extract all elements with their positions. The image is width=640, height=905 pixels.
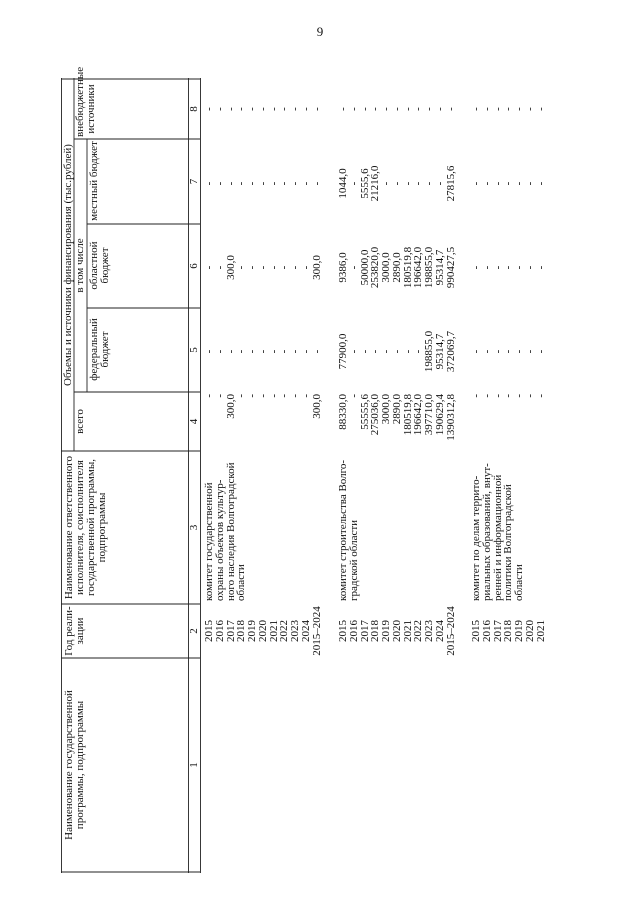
cell-offbudget: -	[470, 107, 482, 111]
cell-offbudget: -	[380, 107, 392, 111]
header-including: в том числе	[74, 238, 86, 293]
executor-line: комитет государственной	[203, 482, 215, 601]
cell-federal: -	[358, 349, 371, 354]
cell-offbudget: -	[401, 107, 414, 111]
cell-year: 2024	[299, 620, 312, 642]
cell-year: 2017	[491, 620, 504, 642]
cell-year: 2021	[401, 620, 414, 642]
executor-line: градской области	[347, 519, 360, 601]
cell-offbudget: -	[513, 107, 525, 111]
header-total: всего	[74, 409, 86, 434]
cell-local: -	[256, 181, 269, 186]
cell-total: 397710,0	[423, 394, 435, 436]
cell-year: 2017	[224, 620, 237, 642]
cell-offbudget: -	[390, 107, 403, 111]
cell-local: -	[347, 181, 360, 186]
cell-federal: 95314,7	[433, 333, 446, 370]
cell-federal: -	[513, 349, 525, 354]
colnum: 8	[188, 106, 200, 112]
page-number: 9	[316, 24, 324, 39]
cell-total: -	[523, 394, 536, 398]
cell-local: -	[380, 181, 392, 186]
cell-local: -	[480, 181, 493, 186]
cell-total: -	[299, 394, 312, 398]
cell-year: 2018	[235, 620, 248, 642]
cell-federal: 198855,0	[423, 330, 435, 373]
cell-total: 3000,0	[380, 394, 392, 425]
cell-federal: -	[369, 349, 382, 354]
cell-regional: 300,0	[310, 255, 323, 280]
cell-total: 300,0	[310, 394, 323, 419]
cell-total: -	[203, 394, 215, 398]
cell-offbudget: -	[289, 107, 301, 111]
colnum: 3	[188, 524, 200, 531]
cell-federal: -	[401, 349, 414, 354]
colnum: 2	[188, 628, 200, 634]
cell-regional: 2890,0	[390, 252, 403, 283]
cell-regional: 198855,0	[423, 246, 435, 289]
header-local: местный бюджет	[88, 141, 100, 221]
cell-year: 2016	[347, 620, 360, 642]
cell-year: 2020	[390, 620, 403, 642]
cell-regional: 196642,0	[412, 246, 425, 289]
cell-regional: 990427,5	[444, 246, 457, 289]
cell-federal: 372069,7	[444, 330, 457, 373]
cell-offbudget: -	[480, 107, 493, 111]
cell-regional: -	[246, 265, 258, 270]
cell-year: 2019	[380, 620, 392, 642]
cell-offbudget: -	[337, 107, 349, 111]
cell-offbudget: -	[347, 107, 360, 111]
cell-federal: 77900,0	[337, 333, 349, 370]
cell-federal: -	[299, 349, 312, 354]
cell-offbudget: -	[502, 107, 515, 111]
cell-offbudget: -	[358, 107, 371, 111]
cell-regional: -	[534, 265, 547, 270]
cell-year: 2023	[289, 620, 301, 642]
cell-federal: -	[534, 349, 547, 354]
cell-year: 2016	[480, 620, 493, 642]
cell-offbudget: -	[256, 107, 269, 111]
cell-local: -	[523, 181, 536, 186]
cell-year: 2021	[534, 620, 547, 642]
cell-local: -	[299, 181, 312, 186]
cell-local: 27815,6	[444, 165, 457, 202]
cell-local: -	[491, 181, 504, 186]
cell-total: -	[289, 394, 301, 398]
colnum: 4	[188, 418, 200, 425]
cell-total: -	[480, 394, 493, 398]
rotated-table	[61, 66, 640, 873]
cell-regional: -	[523, 265, 536, 270]
cell-total: -	[534, 394, 547, 398]
cell-offbudget: -	[299, 107, 312, 111]
cell-total: -	[278, 394, 291, 398]
cell-federal: -	[213, 349, 226, 354]
cell-federal: -	[412, 349, 425, 354]
cell-regional: -	[480, 265, 493, 270]
cell-regional: 50000,0	[358, 249, 371, 286]
cell-year: 2016	[213, 620, 226, 642]
cell-offbudget: -	[267, 107, 280, 111]
cell-offbudget: -	[246, 107, 258, 111]
cell-regional: -	[347, 265, 360, 270]
header-offbudget: внебюджетные источники	[74, 66, 97, 137]
cell-year: 2015	[470, 620, 482, 642]
cell-offbudget: -	[534, 107, 547, 111]
cell-total: -	[267, 394, 280, 398]
cell-offbudget: -	[203, 107, 215, 111]
colnum: 5	[188, 347, 200, 353]
cell-total: 180519,8	[401, 394, 414, 436]
cell-year: 2020	[523, 620, 536, 642]
cell-federal: -	[502, 349, 515, 354]
header-federal: федеральный бюджет	[88, 318, 111, 381]
cell-total: -	[470, 394, 482, 398]
cell-federal: -	[246, 349, 258, 354]
cell-local: -	[390, 181, 403, 186]
cell-year: 2015–2024	[444, 606, 457, 656]
cell-regional: -	[203, 265, 215, 270]
cell-regional: 180519,8	[401, 246, 414, 289]
cell-local: -	[401, 181, 414, 186]
cell-year: 2015	[203, 620, 215, 642]
cell-offbudget: -	[412, 107, 425, 111]
cell-local: -	[470, 181, 482, 186]
cell-federal: -	[347, 349, 360, 354]
cell-regional: -	[289, 265, 301, 270]
cell-total: 275036,0	[369, 394, 382, 436]
colnum: 6	[188, 263, 200, 269]
cell-total: -	[513, 394, 525, 398]
cell-local: -	[412, 181, 425, 186]
cell-offbudget: -	[433, 107, 446, 111]
cell-local: -	[289, 181, 301, 186]
cell-regional: -	[235, 265, 248, 270]
cell-year: 2023	[423, 620, 435, 642]
cell-year: 2017	[358, 620, 371, 642]
cell-total: -	[246, 394, 258, 398]
executor-line: области	[513, 564, 525, 601]
cell-year: 2022	[412, 620, 425, 642]
cell-year: 2019	[513, 620, 525, 642]
cell-local: -	[310, 181, 323, 186]
header-executor: Наименование ответственного исполнителя, соисполнителя государственной программы, подпрограммы	[63, 455, 108, 600]
cell-year: 2021	[267, 620, 280, 642]
cell-year: 2024	[433, 620, 446, 642]
cell-regional: 253820,0	[369, 246, 382, 289]
cell-offbudget: -	[213, 107, 226, 111]
executor-line: риальных образований, внут-	[480, 463, 493, 601]
cell-local: -	[502, 181, 515, 186]
cell-regional: -	[470, 265, 482, 270]
cell-year: 2019	[246, 620, 258, 642]
cell-local: -	[534, 181, 547, 186]
cell-year: 2022	[278, 620, 291, 642]
executor-line: комитет строительства Волго-	[337, 459, 349, 601]
cell-regional: -	[491, 265, 504, 270]
cell-total: 2890,0	[390, 394, 403, 425]
cell-year: 2020	[256, 620, 269, 642]
cell-regional: -	[267, 265, 280, 270]
header-year: Год реали-зации	[63, 606, 86, 656]
cell-federal: -	[491, 349, 504, 354]
cell-local: -	[278, 181, 291, 186]
cell-federal: -	[390, 349, 403, 354]
cell-regional: -	[513, 265, 525, 270]
cell-local: -	[513, 181, 525, 186]
cell-offbudget: -	[491, 107, 504, 111]
cell-offbudget: -	[235, 107, 248, 111]
executor-line: ного наследия Волгоградской	[224, 462, 237, 601]
cell-federal: -	[289, 349, 301, 354]
cell-regional: -	[299, 265, 312, 270]
executor-line: ренней и информационной	[491, 474, 504, 601]
cell-regional: 3000,0	[380, 252, 392, 283]
cell-regional: 95314,7	[433, 249, 446, 286]
cell-total: -	[347, 394, 360, 398]
cell-local: -	[267, 181, 280, 186]
cell-offbudget: -	[423, 107, 435, 111]
cell-offbudget: -	[523, 107, 536, 111]
cell-regional: 300,0	[224, 255, 237, 280]
colnum: 7	[188, 178, 200, 185]
cell-federal: -	[470, 349, 482, 354]
cell-total: 300,0	[224, 394, 237, 419]
cell-local: 21216,0	[369, 165, 382, 202]
cell-local: 1044,0	[337, 168, 349, 199]
cell-federal: -	[256, 349, 269, 354]
executor-line: области	[235, 564, 248, 601]
cell-federal: -	[203, 349, 215, 354]
cell-local: -	[433, 181, 446, 186]
cell-year: 2018	[369, 620, 382, 642]
cell-total: 88330,0	[337, 394, 349, 430]
executor-line: охраны объектов культур-	[213, 479, 226, 601]
cell-year: 2015–2024	[310, 606, 323, 656]
cell-regional: -	[502, 265, 515, 270]
cell-federal: -	[310, 349, 323, 354]
cell-total: -	[213, 394, 226, 398]
cell-offbudget: -	[224, 107, 237, 111]
header-funding: Объемы и источники финансирования (тыс.рублей)	[62, 144, 74, 386]
header-regional: областной бюджет	[88, 241, 111, 290]
cell-regional: -	[213, 265, 226, 270]
cell-local: -	[224, 181, 237, 186]
cell-offbudget: -	[444, 107, 457, 111]
cell-local: -	[203, 181, 215, 186]
colnum: 1	[188, 762, 200, 768]
cell-local: -	[423, 181, 435, 186]
cell-local: -	[235, 181, 248, 186]
cell-total: -	[502, 394, 515, 398]
cell-local: -	[246, 181, 258, 186]
cell-year: 2015	[337, 620, 349, 642]
executor-line: комитет по делам террито-	[470, 475, 482, 601]
cell-local: -	[213, 181, 226, 186]
cell-federal: -	[267, 349, 280, 354]
cell-federal: -	[380, 349, 392, 354]
cell-regional: -	[256, 265, 269, 270]
cell-local: 5555,6	[358, 168, 371, 199]
cell-total: 55555,6	[358, 394, 371, 430]
cell-federal: -	[224, 349, 237, 354]
cell-federal: -	[235, 349, 248, 354]
cell-offbudget: -	[310, 107, 323, 111]
cell-offbudget: -	[278, 107, 291, 111]
cell-total: -	[235, 394, 248, 398]
cell-federal: -	[278, 349, 291, 354]
cell-federal: -	[523, 349, 536, 354]
cell-regional: 9386,0	[337, 252, 349, 283]
cell-federal: -	[480, 349, 493, 354]
cell-year: 2018	[502, 620, 515, 642]
cell-total: -	[256, 394, 269, 398]
cell-total: 190629,4	[433, 394, 446, 436]
cell-total: 1390312,8	[444, 394, 457, 441]
cell-offbudget: -	[369, 107, 382, 111]
header-program: Наименование государственной программы, подпрограммы	[63, 690, 86, 840]
cell-regional: -	[278, 265, 291, 270]
executor-line: политики Волгоградской	[502, 484, 515, 601]
cell-total: 196642,0	[412, 394, 425, 436]
cell-total: -	[491, 394, 504, 398]
